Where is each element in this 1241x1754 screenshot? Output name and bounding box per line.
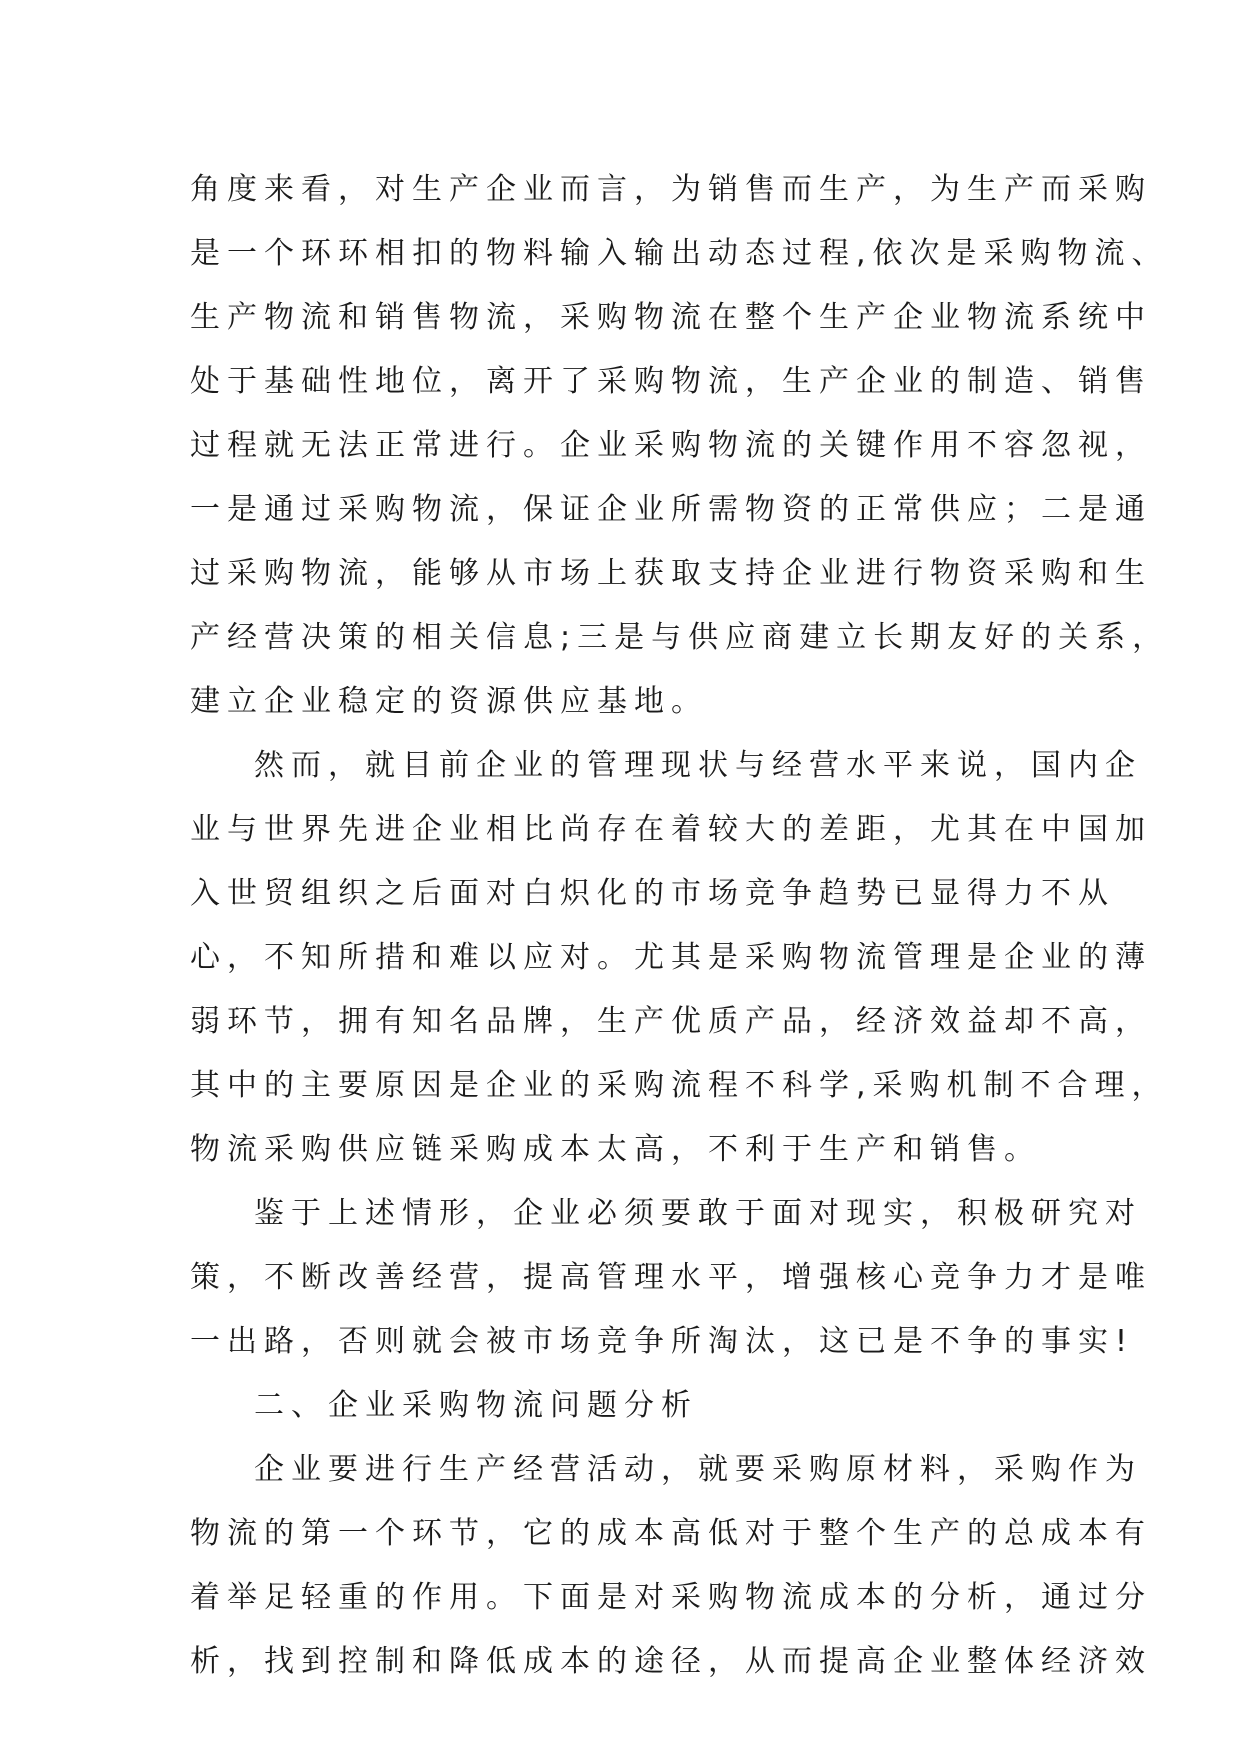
text-line: 处于基础性地位，离开了采购物流，生产企业的制造、销售 [190,364,1152,399]
text-line: 建立企业稳定的资源供应基地。 [190,684,708,719]
text-line: 入世贸组织之后面对白炽化的市场竞争趋势已显得力不从 [190,876,1115,911]
text-line: 其中的主要原因是企业的采购流程不科学,采购机制不合理， [190,1068,1169,1103]
text-line: 着举足轻重的作用。下面是对采购物流成本的分析，通过分 [190,1580,1152,1615]
text-line: 一出路，否则就会被市场竞争所淘汰，这已是不争的事实! [190,1324,1135,1359]
text-line: 一是通过采购物流，保证企业所需物资的正常供应；二是通 [190,492,1152,527]
paragraph-first-line: 鉴于上述情形，企业必须要敢于面对现实，积极研究对 [254,1196,1142,1231]
text-line: 角度来看，对生产企业而言，为销售而生产，为生产而采购 [190,172,1152,207]
document-body [190,158,1170,1694]
text-line: 过程就无法正常进行。企业采购物流的关键作用不容忽视， [190,428,1152,463]
text-line: 析，找到控制和降低成本的途径，从而提高企业整体经济效 [190,1644,1152,1679]
text-line: 心，不知所措和难以应对。尤其是采购物流管理是企业的薄 [190,940,1152,975]
text-line: 产经营决策的相关信息;三是与供应商建立长期友好的关系， [190,620,1170,655]
section-heading: 二、企业采购物流问题分析 [254,1388,698,1423]
text-line: 过采购物流，能够从市场上获取支持企业进行物资采购和生 [190,556,1152,591]
text-line: 业与世界先进企业相比尚存在着较大的差距，尤其在中国加 [190,812,1152,847]
text-line: 物流采购供应链采购成本太高，不利于生产和销售。 [190,1132,1041,1167]
paragraph-first-line: 然而，就目前企业的管理现状与经营水平来说，国内企 [254,748,1142,783]
text-line: 是一个环环相扣的物料输入输出动态过程,依次是采购物流、 [190,236,1169,271]
text-line: 弱环节，拥有知名品牌，生产优质产品，经济效益却不高， [190,1004,1152,1039]
text-line: 策，不断改善经营，提高管理水平，增强核心竞争力才是唯 [190,1260,1152,1295]
text-line: 生产物流和销售物流，采购物流在整个生产企业物流系统中 [190,300,1152,335]
paragraph-first-line: 企业要进行生产经营活动，就要采购原材料，采购作为 [254,1452,1142,1487]
text-line: 物流的第一个环节，它的成本高低对于整个生产的总成本有 [190,1516,1152,1551]
